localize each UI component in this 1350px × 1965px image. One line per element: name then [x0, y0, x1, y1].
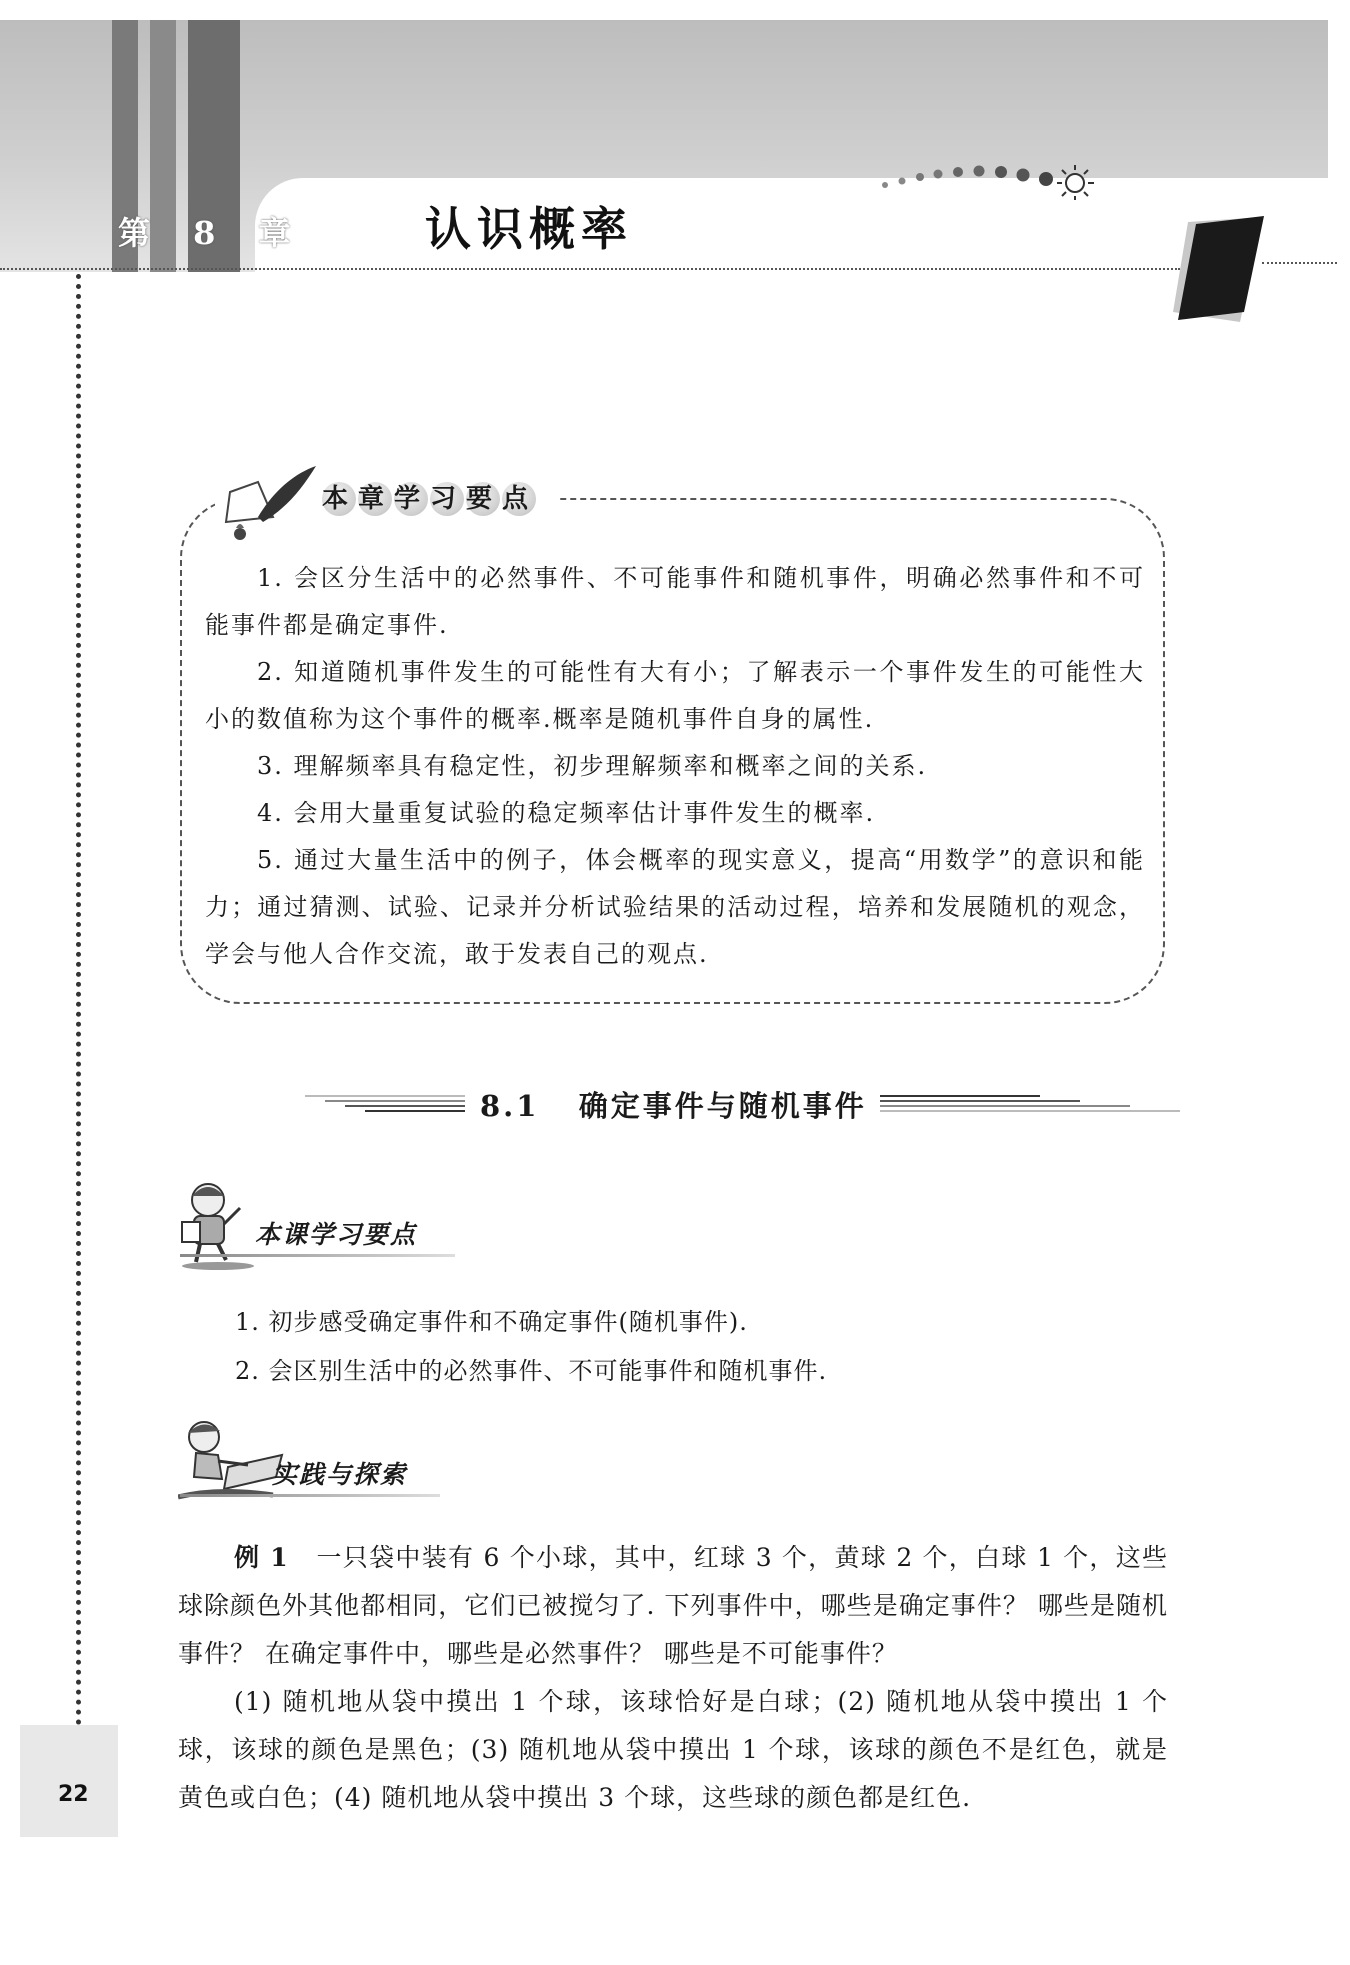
practice-heading: 实践与探索 — [272, 1460, 408, 1489]
example-1 — [178, 1534, 1168, 1822]
lesson-points-list — [235, 1298, 1135, 1396]
section-number: 8.1 — [480, 1089, 540, 1123]
header-divider — [1262, 262, 1337, 264]
chapter-point: 3. 理解频率具有稳定性，初步理解频率和概率之间的关系. — [257, 752, 928, 780]
decorative-dots-sun-icon — [880, 150, 1130, 200]
lesson-point: 1. 初步感受确定事件和不确定事件(随机事件). — [235, 1308, 748, 1336]
lesson-points-heading: 本课学习要点 — [255, 1220, 418, 1249]
section-title: 确定事件与随机事件 — [578, 1089, 867, 1123]
example-label: 例 1 — [234, 1543, 289, 1572]
example-question: 一只袋中装有 6 个小球，其中，红球 3 个，黄球 2 个，白球 1 个，这些球除颜色外其他都相同，它们已被搅匀了. 下列事件中，哪些是确定事件？ 哪些是随机事件？ 在确定事件中，哪些是必然事件？ 哪些是不可能事件？ — [178, 1543, 1169, 1668]
header-divider — [0, 268, 1180, 270]
lesson-point: 2. 会区别生活中的必然事件、不可能事件和随机事件. — [235, 1357, 828, 1385]
title-char: 要 — [466, 484, 501, 514]
chapter-point: 5. 通过大量生活中的例子，体会概率的现实意义，提高“用数学”的意识和能力；通过猜测、试验、记录并分析试验结果的活动过程，培养和发展随机的观念，学会与他人合作交流，敢于发表自己的观点. — [205, 846, 1145, 968]
chapter-title: 认识概率 — [425, 202, 633, 256]
heading-underline — [180, 1494, 440, 1497]
title-char: 章 — [358, 484, 393, 514]
section-heading — [470, 1084, 877, 1125]
title-char: 学 — [394, 484, 429, 514]
title-char: 本 — [322, 484, 357, 514]
chapter-label: 第 8 章 — [118, 214, 307, 252]
chapter-key-points-list — [205, 555, 1145, 978]
page-number-box — [20, 1725, 118, 1837]
example-events: (1) 随机地从袋中摸出 1 个球，该球恰好是白球；(2) 随机地从袋中摸出 1 个球，该球的颜色是黑色；(3) 随机地从袋中摸出 1 个球，该球的颜色不是红色，就是黄色或白色；(4) 随机地从袋中摸出 3 个球，这些球的颜色都是红色. — [178, 1687, 1168, 1812]
chapter-point: 2. 知道随机事件发生的可能性有大有小；了解表示一个事件发生的可能性大小的数值称为这个事件的概率.概率是随机事件自身的属性. — [205, 658, 1145, 733]
heading-rule-left — [305, 1094, 465, 1112]
chapter-key-points-title — [322, 482, 538, 516]
quill-pen-icon — [218, 462, 318, 544]
title-char: 点 — [502, 484, 537, 514]
page-number: 22 — [58, 1782, 89, 1807]
heading-underline — [180, 1254, 455, 1257]
chapter-point: 4. 会用大量重复试验的稳定频率估计事件发生的概率. — [257, 799, 876, 827]
chapter-point: 1. 会区分生活中的必然事件、不可能事件和随机事件，明确必然事件和不可能事件都是确定事件. — [205, 564, 1145, 639]
heading-rule-right — [880, 1094, 1180, 1112]
margin-dotted-line — [76, 274, 81, 1726]
title-char: 习 — [430, 484, 465, 514]
example-statement — [178, 1534, 1168, 1678]
notebook-icon — [1168, 212, 1268, 332]
